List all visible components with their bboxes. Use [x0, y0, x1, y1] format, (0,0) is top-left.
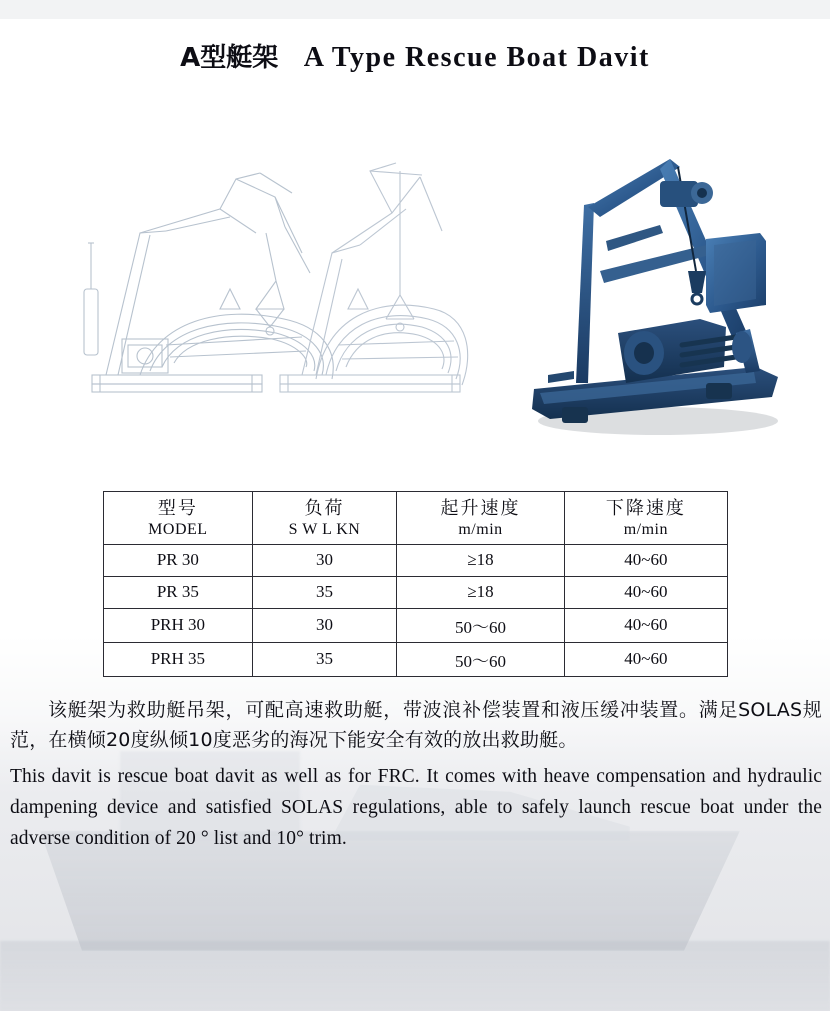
cell-model: PRH 30: [103, 608, 253, 642]
table-header-model-en: MODEL: [148, 520, 208, 538]
cell-swl: 35: [253, 642, 397, 676]
page-title: [0, 19, 830, 74]
table-header-lowering-speed-unit: m/min: [623, 520, 668, 538]
table-header-lowering-speed: [565, 491, 727, 544]
cell-swl: 30: [253, 544, 397, 576]
cell-lowering-speed: 40~60: [565, 544, 727, 576]
cell-hoisting-speed: ≥18: [396, 544, 564, 576]
cell-model: PR 35: [103, 576, 253, 608]
specification-table: [103, 491, 728, 677]
table-header-hoisting-speed-unit: m/min: [458, 520, 503, 538]
cell-model: PR 30: [103, 544, 253, 576]
cell-hoisting-speed: 50～60: [396, 642, 564, 676]
description-section: [0, 677, 830, 855]
cell-model: PRH 35: [103, 642, 253, 676]
table-header-model: [103, 491, 253, 544]
table-row: [103, 608, 727, 642]
background-water: [0, 941, 830, 1011]
document-page: [0, 19, 830, 855]
table-row: [103, 576, 727, 608]
cell-lowering-speed: 40~60: [565, 608, 727, 642]
page-title-chinese: A型艇架: [180, 42, 279, 73]
table-header-swl-cn: 负荷: [304, 497, 345, 519]
specification-table-wrapper: [103, 491, 728, 677]
davit-line-drawing: [70, 113, 480, 453]
cell-lowering-speed: 40~60: [565, 642, 727, 676]
figures-row: [0, 93, 830, 483]
table-row: [103, 544, 727, 576]
page-title-english: A Type Rescue Boat Davit: [303, 41, 650, 73]
table-header-hoisting-speed: [396, 491, 564, 544]
cell-lowering-speed: 40~60: [565, 576, 727, 608]
table-header-row: [103, 491, 727, 544]
cell-swl: 35: [253, 576, 397, 608]
cell-hoisting-speed: 50～60: [396, 608, 564, 642]
cell-hoisting-speed: ≥18: [396, 576, 564, 608]
table-header-lowering-speed-cn: 下降速度: [605, 497, 686, 519]
table-header-model-cn: 型号: [157, 497, 198, 519]
table-header-swl: [253, 491, 397, 544]
description-chinese: 该艇架为救助艇吊架，可配高速救助艇，带波浪补偿装置和液压缓冲装置。满足SOLAS规范，在横倾20度纵倾10度恶劣的海况下能安全有效的放出救助艇。: [10, 698, 822, 752]
cell-swl: 30: [253, 608, 397, 642]
description-english: This davit is rescue boat davit as well as for FRC. It comes with heave compensation and hydraulic dampening device and satisfied SOLAS regulations, able to safely launch rescue boat under the adverse condition of 20 ° list and 10° trim.: [10, 766, 822, 849]
table-header-swl-en: S W L KN: [288, 520, 361, 538]
table-row: [103, 642, 727, 676]
davit-photograph: [510, 121, 800, 451]
table-header-hoisting-speed-cn: 起升速度: [440, 497, 521, 519]
